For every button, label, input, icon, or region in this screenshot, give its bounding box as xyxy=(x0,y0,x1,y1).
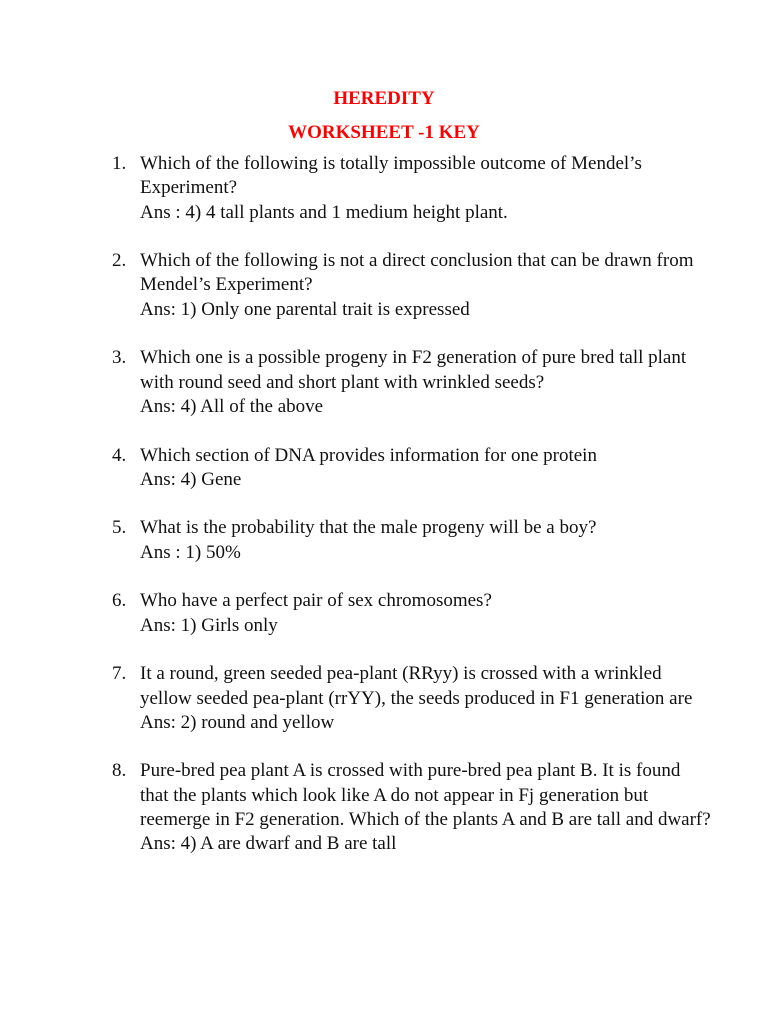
answer-text: Ans: 1) Only one parental trait is expressed xyxy=(140,298,470,320)
question-number: 6. xyxy=(112,590,127,612)
question-text: Pure-bred pea plant A is crossed with pure-bred pea plant B. It is found that the plants which look like A do not appear in Fj generation but reemerge in F2 generation. Which of the plants A and B are tall and dwarf? xyxy=(140,760,711,831)
question-number: 7. xyxy=(112,663,127,685)
question-number: 4. xyxy=(112,444,127,466)
question-text: Who have a perfect pair of sex chromosomes? xyxy=(140,590,492,612)
question-item-5 xyxy=(112,516,712,565)
question-item-2 xyxy=(112,249,712,322)
question-item-3 xyxy=(112,346,712,419)
question-text: It a round, green seeded pea-plant (RRyy) is crossed with a wrinkled yellow seeded pea-plant (rrYY), the seeds produced in F1 generation are xyxy=(140,663,693,709)
question-text: Which of the following is totally impossible outcome of Mendel’s Experiment? xyxy=(140,153,642,199)
answer-text: Ans: 4) All of the above xyxy=(140,395,324,417)
question-number: 1. xyxy=(112,153,127,174)
answer-text: Ans: 1) Girls only xyxy=(140,614,278,636)
answer-text: Ans: 4) A are dwarf and B are tall xyxy=(140,833,397,855)
question-item-7 xyxy=(112,662,712,735)
question-list xyxy=(112,152,712,881)
question-text: Which of the following is not a direct conclusion that can be drawn from Mendel’s Experiment? xyxy=(140,250,694,296)
question-text: Which one is a possible progeny in F2 generation of pure bred tall plant with round seed and short plant with wrinkled seeds? xyxy=(140,347,687,393)
page-title: HEREDITY xyxy=(333,88,435,109)
question-text: What is the probability that the male progeny will be a boy? xyxy=(140,517,597,539)
question-number: 3. xyxy=(112,347,127,369)
question-text: Which section of DNA provides information for one protein xyxy=(140,444,597,466)
question-number: 5. xyxy=(112,517,127,539)
page-subtitle: WORKSHEET -1 KEY xyxy=(288,122,480,143)
question-item-8 xyxy=(112,759,712,856)
answer-text: Ans : 4) 4 tall plants and 1 medium height plant. xyxy=(140,201,508,223)
question-item-1 xyxy=(112,152,712,225)
question-number: 8. xyxy=(112,760,127,782)
question-item-4 xyxy=(112,444,712,493)
answer-text: Ans: 2) round and yellow xyxy=(140,711,335,733)
answer-text: Ans: 4) Gene xyxy=(140,468,242,490)
question-number: 2. xyxy=(112,250,127,272)
answer-text: Ans : 1) 50% xyxy=(140,541,241,563)
question-item-6 xyxy=(112,589,712,638)
